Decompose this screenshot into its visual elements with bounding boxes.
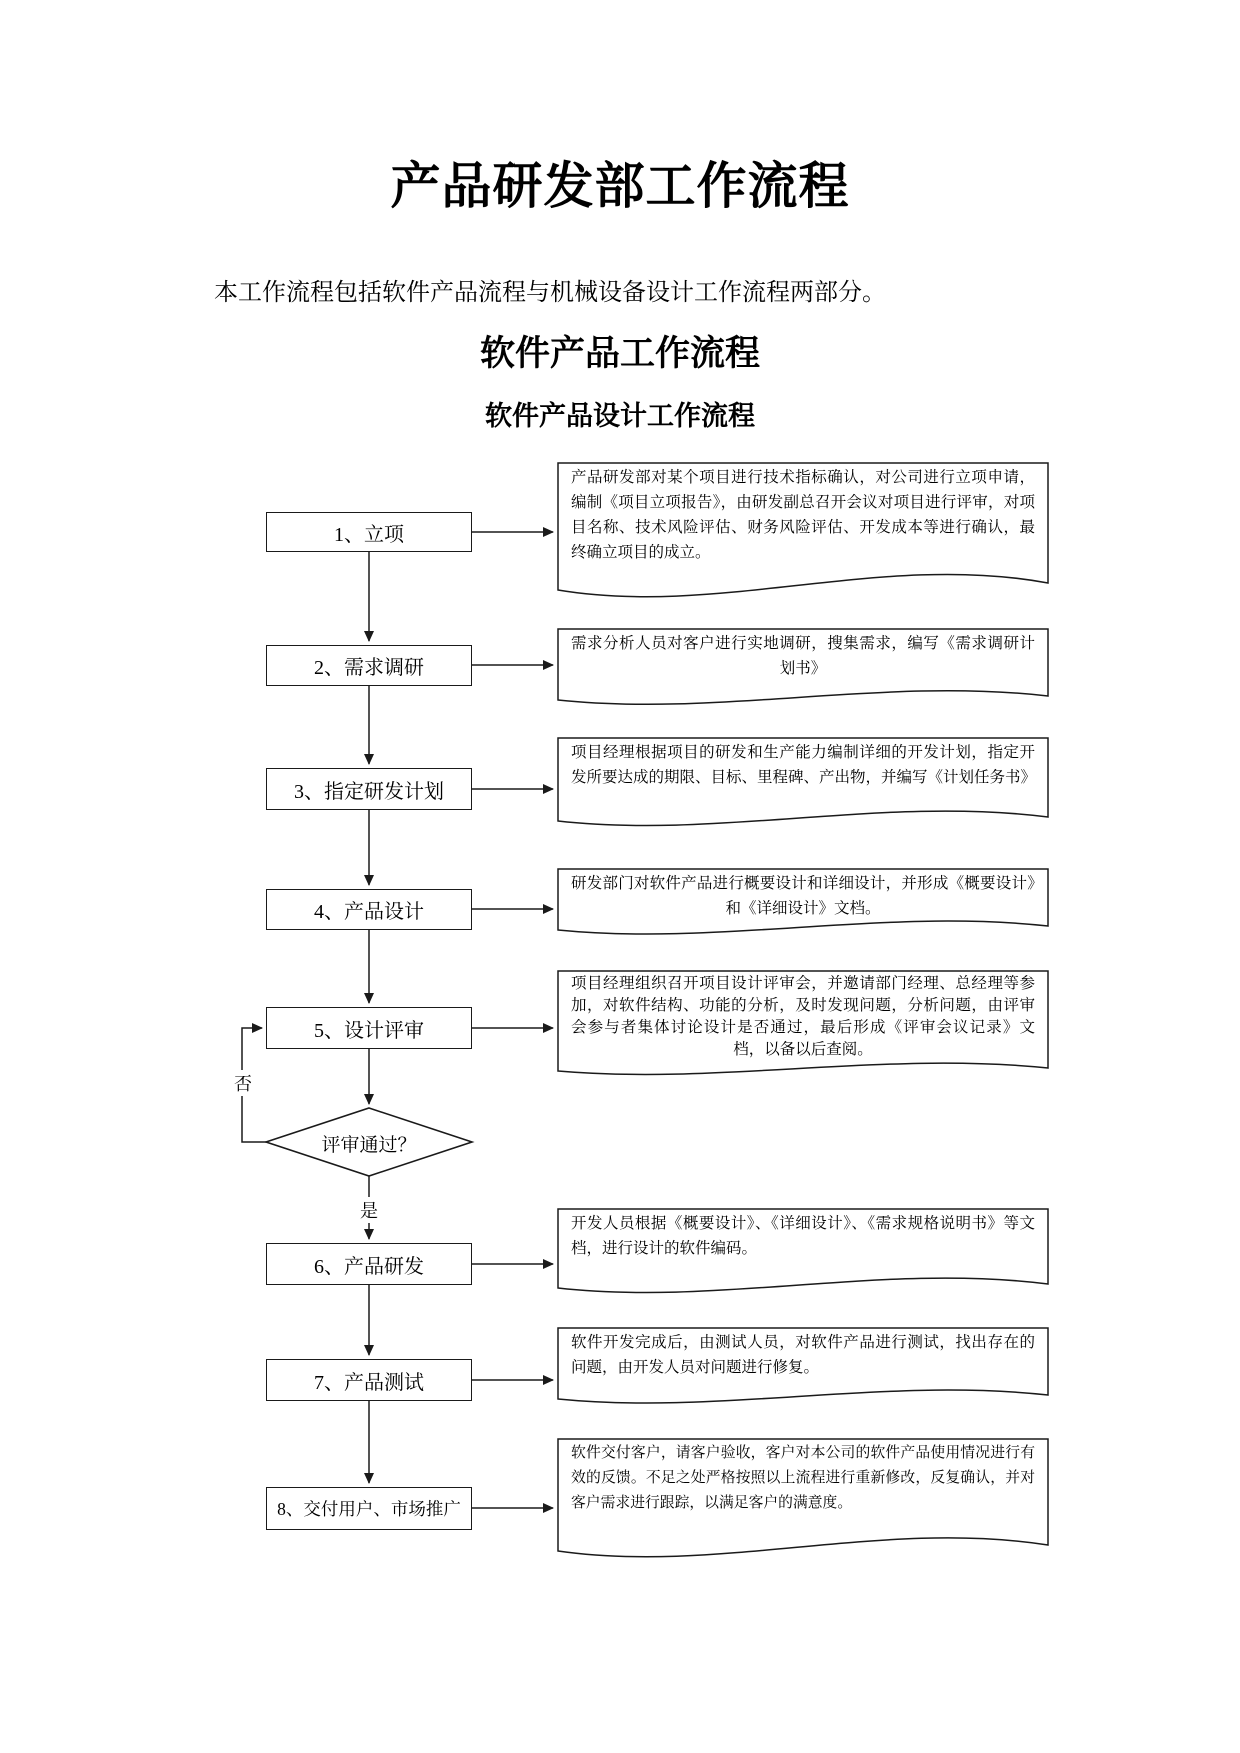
process-box-2: 2、需求调研 [266, 645, 472, 686]
subsection-title: 软件产品设计工作流程 [485, 401, 755, 431]
description-box-1 [557, 462, 1049, 610]
process-box-4: 4、产品设计 [266, 889, 472, 930]
description-text-1: 产品研发部对某个项目进行技术指标确认，对公司进行立项申请，编制《项目立项报告》，由研发副总召开会议对项目进行评审，对项目名称、技术风险评估、财务风险评估、开发成本等进行确认，最终确立项目的成立。 [571, 469, 1035, 561]
description-box-5 [557, 970, 1049, 1082]
description-box-3 [557, 737, 1049, 835]
intro-text: 本工作流程包括软件产品流程与机械设备设计工作流程两部分。 [214, 280, 886, 306]
process-box-1: 1、立项 [266, 512, 472, 552]
process-box-7: 7、产品测试 [266, 1359, 472, 1401]
decision-no-label: 否 [230, 1070, 256, 1096]
section-title: 软件产品工作流程 [479, 334, 760, 373]
description-text-6: 开发人员根据《概要设计》、《详细设计》、《需求规格说明书》等文档，进行设计的软件编码。 [571, 1215, 1035, 1257]
description-text-8: 软件交付客户，请客户验收，客户对本公司的软件产品使用情况进行有效的反馈。不足之处严格按照以上流程进行重新修改，反复确认，并对客户需求进行跟踪，以满足客户的满意度。 [571, 1445, 1035, 1511]
process-box-6: 6、产品研发 [266, 1243, 472, 1285]
process-box-8: 8、交付用户、市场推广 [266, 1487, 472, 1530]
description-box-8 [557, 1438, 1049, 1568]
description-box-7 [557, 1327, 1049, 1411]
description-text-7: 软件开发完成后，由测试人员，对软件产品进行测试，找出存在的问题，由开发人员对问题进行修复。 [571, 1334, 1035, 1376]
process-box-5: 5、设计评审 [266, 1007, 472, 1049]
description-text-5: 项目经理组织召开项目设计评审会，并邀请部门经理、总经理等参加，对软件结构、功能的分析，及时发现问题，分析问题，由评审会参与者集体讨论设计是否通过，最后形成《评审会议记录》文档，以备以后查阅。 [571, 975, 1035, 1058]
process-box-3: 3、指定研发计划 [266, 768, 472, 810]
description-box-2 [557, 628, 1049, 713]
page-title: 产品研发部工作流程 [390, 158, 850, 214]
decision-label: 评审通过？ [321, 1135, 417, 1156]
description-box-4 [557, 868, 1049, 942]
decision-yes-label: 是 [356, 1197, 382, 1223]
description-box-6 [557, 1208, 1049, 1302]
description-text-3: 项目经理根据项目的研发和生产能力编制详细的开发计划，指定开发所要达成的期限、目标、里程碑、产出物，并编写《计划任务书》 [571, 744, 1037, 786]
description-text-4: 研发部门对软件产品进行概要设计和详细设计，并形成《概要设计》和《详细设计》文档。 [571, 875, 1035, 917]
description-text-2: 需求分析人员对客户进行实地调研，搜集需求，编写《需求调研计划书》 [571, 635, 1035, 677]
